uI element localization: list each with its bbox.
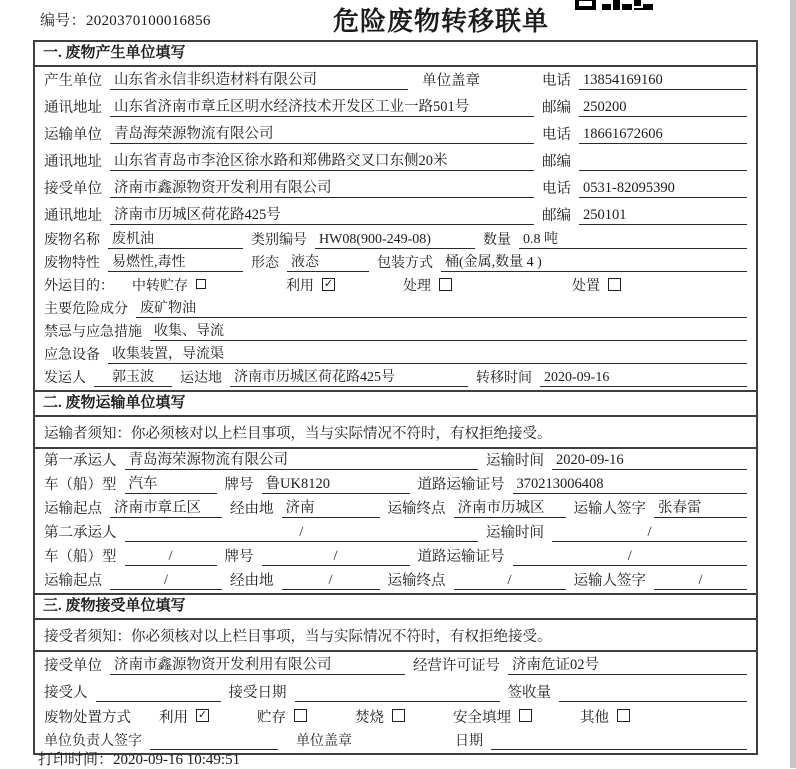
disposal-checkbox-utilize: ✓	[197, 709, 208, 721]
row-hazard-components	[35, 298, 756, 321]
first-carrier-value: 青岛海荣源物流有限公司	[125, 448, 479, 470]
operating-license-value: 济南危证02号	[508, 653, 747, 675]
accept-unit-label: 接受单位	[44, 658, 102, 674]
vehicle2-plate-label: 牌号	[224, 549, 254, 565]
producer-address-value: 山东省济南市章丘区明水经济技术开发区工业一路501号	[110, 95, 534, 117]
dispatcher-label: 发运人	[44, 371, 86, 386]
vehicle2-license-value: /	[513, 548, 748, 566]
row-vehicle1	[35, 473, 756, 497]
row-transporter-address	[35, 148, 756, 175]
disposal-option-other-label: 其他	[580, 710, 609, 726]
waste-qty-value: 0.8 吨	[519, 228, 747, 249]
purpose-option-dispose	[572, 275, 621, 295]
row-route2	[35, 569, 756, 593]
receiver-address-value: 济南市历城区荷花路425号	[110, 203, 534, 225]
accept-date-label: 接受日期	[228, 685, 287, 701]
hazard-components-value: 废矿物油	[136, 297, 747, 318]
emergency-measures-value: 收集、导流	[150, 320, 747, 341]
transporter-label: 运输单位	[44, 127, 102, 143]
transporter-phone-value: 18661672606	[579, 126, 747, 144]
transporter-address-label: 通讯地址	[44, 154, 102, 170]
row-producer	[35, 67, 756, 94]
section1-title: 一. 废物产生单位填写	[35, 42, 756, 67]
disposal-option-utilize	[159, 706, 209, 727]
waste-code-value: HW08(900-249-08)	[315, 232, 475, 249]
vehicle2-plate-value: /	[262, 548, 410, 566]
transfer-purpose-label: 外运目的：	[44, 279, 114, 294]
transfer-time-value: 2020-09-16	[540, 370, 747, 387]
qr-code-icon	[575, 0, 655, 10]
row-route1	[35, 497, 756, 521]
disposal-option-other	[580, 706, 630, 727]
row-emergency-measures	[35, 321, 756, 344]
disposal-option-incinerate	[355, 706, 405, 727]
disposal-option-incinerate-label: 焚烧	[355, 710, 384, 726]
producer-value: 山东省永信非织造材料有限公司	[110, 68, 408, 90]
transport-time2-label: 运输时间	[486, 525, 544, 541]
receiver-address-label: 通讯地址	[44, 208, 102, 224]
producer-label: 产生单位	[44, 73, 102, 89]
accept-date-value	[295, 685, 500, 702]
waste-qty-label: 数量	[483, 233, 511, 248]
row-emergency-equipment	[35, 344, 756, 367]
transporter-address-value: 山东省青岛市李沧区徐水路和郑佛路交叉口东侧20米	[110, 149, 534, 171]
transfer-manifest-form	[33, 40, 758, 755]
vehicle2-type-value: /	[125, 548, 217, 566]
vehicle1-license-value: 370213006408	[513, 476, 748, 494]
route1-sign-value: 张春雷	[654, 496, 747, 518]
producer-zip-label: 邮编	[542, 100, 571, 116]
receiver-phone-value: 0531-82095390	[579, 180, 747, 198]
transporter-phone-label: 电话	[542, 127, 571, 143]
route2-start-value: /	[110, 572, 222, 590]
row-waste-name	[35, 229, 756, 252]
waste-pack-value: 桶(金属,数量 4 )	[441, 251, 747, 272]
row-dispatch	[35, 367, 756, 390]
sign-date-label: 日期	[455, 734, 483, 749]
section3-title: 三. 废物接受单位填写	[35, 593, 756, 620]
signed-qty-value	[559, 685, 747, 702]
responsible-sign-label: 单位负责人签字	[44, 734, 142, 749]
route1-end-value: 济南市历城区	[454, 496, 566, 518]
purpose-checkbox-transfer-storage	[196, 279, 206, 289]
row-second-carrier	[35, 521, 756, 545]
purpose-option-dispose-label: 处置	[572, 279, 600, 294]
emergency-equipment-label: 应急设备	[44, 348, 100, 363]
purpose-option-transfer-storage-label: 中转贮存	[132, 279, 188, 294]
waste-traits-label: 废物特性	[44, 256, 100, 271]
transporter-zip-label: 邮编	[542, 154, 571, 170]
receiver-value: 济南市鑫源物资开发利用有限公司	[110, 176, 534, 198]
transporter-value: 青岛海荣源物流有限公司	[110, 122, 534, 144]
route2-via-value: /	[282, 572, 380, 590]
purpose-checkbox-treat	[439, 278, 452, 291]
signed-qty-label: 签收量	[507, 685, 551, 701]
waste-traits-value: 易燃性,毒性	[108, 251, 243, 272]
row-transfer-purpose	[35, 275, 756, 298]
doc-number-value: 2020370100016856	[85, 13, 211, 29]
row-receiver-address	[35, 202, 756, 229]
receiver-zip-value: 250101	[579, 207, 747, 225]
print-time-value: 2020-09-16 10:49:51	[113, 752, 241, 768]
purpose-option-treat	[403, 275, 452, 295]
accept-person-value	[96, 685, 221, 702]
emergency-equipment-value: 收集装置，导流渠	[108, 343, 747, 364]
producer-seal-label: 单位盖章	[422, 73, 480, 89]
operating-license-label: 经营许可证号	[413, 658, 500, 674]
row-vehicle2	[35, 545, 756, 569]
disposal-checkbox-other	[617, 709, 630, 722]
purpose-option-treat-label: 处理	[403, 279, 431, 294]
route1-via-value: 济南	[282, 496, 380, 518]
purpose-option-utilize	[286, 275, 335, 295]
route1-end-label: 运输终点	[387, 501, 446, 517]
waste-name-value: 废机油	[108, 228, 243, 249]
disposal-checkbox-storage	[294, 709, 307, 722]
receiver-label: 接受单位	[44, 181, 102, 197]
disposal-option-storage-label: 贮存	[257, 710, 286, 726]
first-carrier-label: 第一承运人	[44, 453, 117, 469]
page-edge-strip	[790, 0, 796, 768]
hazard-components-label: 主要危险成分	[44, 302, 128, 317]
route2-sign-label: 运输人签字	[573, 573, 646, 589]
vehicle2-type-label: 车（船）型	[44, 549, 117, 565]
second-carrier-label: 第二承运人	[44, 525, 117, 541]
vehicle1-type-value: 汽车	[125, 472, 217, 494]
waste-form-value: 液态	[287, 251, 369, 272]
transport-time-value: 2020-09-16	[552, 452, 747, 470]
doc-number-label: 编号：	[40, 13, 86, 29]
producer-phone-value: 13854169160	[579, 72, 747, 90]
purpose-checkbox-utilize: ✓	[323, 277, 334, 290]
route2-end-label: 运输终点	[387, 573, 446, 589]
emergency-measures-label: 禁忌与应急措施	[44, 325, 142, 340]
print-time	[38, 748, 240, 769]
row-waste-traits	[35, 252, 756, 275]
vehicle2-license-label: 道路运输证号	[417, 549, 505, 565]
page-title: 危险废物转移联单	[333, 7, 550, 36]
waste-pack-label: 包装方式	[377, 256, 433, 271]
destination-label: 运达地	[180, 371, 222, 386]
row-first-carrier	[35, 449, 756, 473]
vehicle1-license-label: 道路运输证号	[417, 477, 505, 493]
section3-notice: 接受者须知：你必须核对以上栏目事项，当与实际情况不符时，有权拒绝接受。	[35, 620, 756, 652]
row-disposal-method	[35, 706, 756, 730]
section2-title: 二. 废物运输单位填写	[35, 390, 756, 417]
producer-zip-value: 250200	[579, 99, 747, 117]
producer-phone-label: 电话	[542, 73, 571, 89]
route1-sign-label: 运输人签字	[573, 501, 646, 517]
disposal-option-storage	[257, 706, 307, 727]
row-accept-person	[35, 679, 756, 706]
transporter-zip-value	[579, 154, 747, 171]
waste-form-label: 形态	[251, 256, 279, 271]
waste-code-label: 类别编号	[251, 233, 307, 248]
print-time-label: 打印时间：	[38, 752, 114, 768]
route2-end-value: /	[454, 572, 566, 590]
destination-value: 济南市历城区荷花路425号	[230, 366, 468, 387]
disposal-option-landfill-label: 安全填埋	[453, 710, 511, 726]
transport-time2-value: /	[552, 524, 747, 542]
disposal-option-landfill	[453, 706, 532, 727]
route2-sign-value: /	[654, 572, 747, 590]
waste-name-label: 废物名称	[44, 233, 100, 248]
vehicle1-type-label: 车（船）型	[44, 477, 117, 493]
route2-start-label: 运输起点	[44, 573, 102, 589]
route1-start-value: 济南市章丘区	[110, 496, 222, 518]
purpose-checkbox-dispose	[608, 278, 621, 291]
route1-via-label: 经由地	[230, 501, 274, 517]
transfer-time-label: 转移时间	[476, 371, 532, 386]
producer-address-label: 通讯地址	[44, 100, 102, 116]
second-carrier-value: /	[125, 524, 479, 542]
row-receiver	[35, 175, 756, 202]
vehicle1-plate-label: 牌号	[224, 477, 254, 493]
route2-via-label: 经由地	[230, 573, 274, 589]
transport-time-label: 运输时间	[486, 453, 544, 469]
receiver-zip-label: 邮编	[542, 208, 571, 224]
disposal-method-label: 废物处置方式	[44, 710, 131, 726]
purpose-option-transfer-storage	[132, 275, 206, 295]
doc-number	[40, 9, 211, 30]
row-accept-unit	[35, 652, 756, 679]
row-transporter	[35, 121, 756, 148]
disposal-option-utilize-label: 利用	[159, 710, 188, 726]
page-header	[0, 0, 796, 40]
vehicle1-plate-value: 鲁UK8120	[262, 472, 410, 494]
accept-unit-value: 济南市鑫源物资开发利用有限公司	[110, 653, 405, 675]
disposal-checkbox-incinerate	[392, 709, 405, 722]
sign-date-value	[491, 733, 747, 750]
unit-seal-label: 单位盖章	[296, 734, 352, 749]
receiver-phone-label: 电话	[542, 181, 571, 197]
dispatcher-value: 郭玉波	[94, 366, 172, 387]
disposal-checkbox-landfill	[519, 709, 532, 722]
row-producer-address	[35, 94, 756, 121]
purpose-option-utilize-label: 利用	[286, 279, 314, 294]
accept-person-label: 接受人	[44, 685, 88, 701]
section2-notice: 运输者须知：你必须核对以上栏目事项，当与实际情况不符时，有权拒绝接受。	[35, 417, 756, 449]
route1-start-label: 运输起点	[44, 501, 102, 517]
